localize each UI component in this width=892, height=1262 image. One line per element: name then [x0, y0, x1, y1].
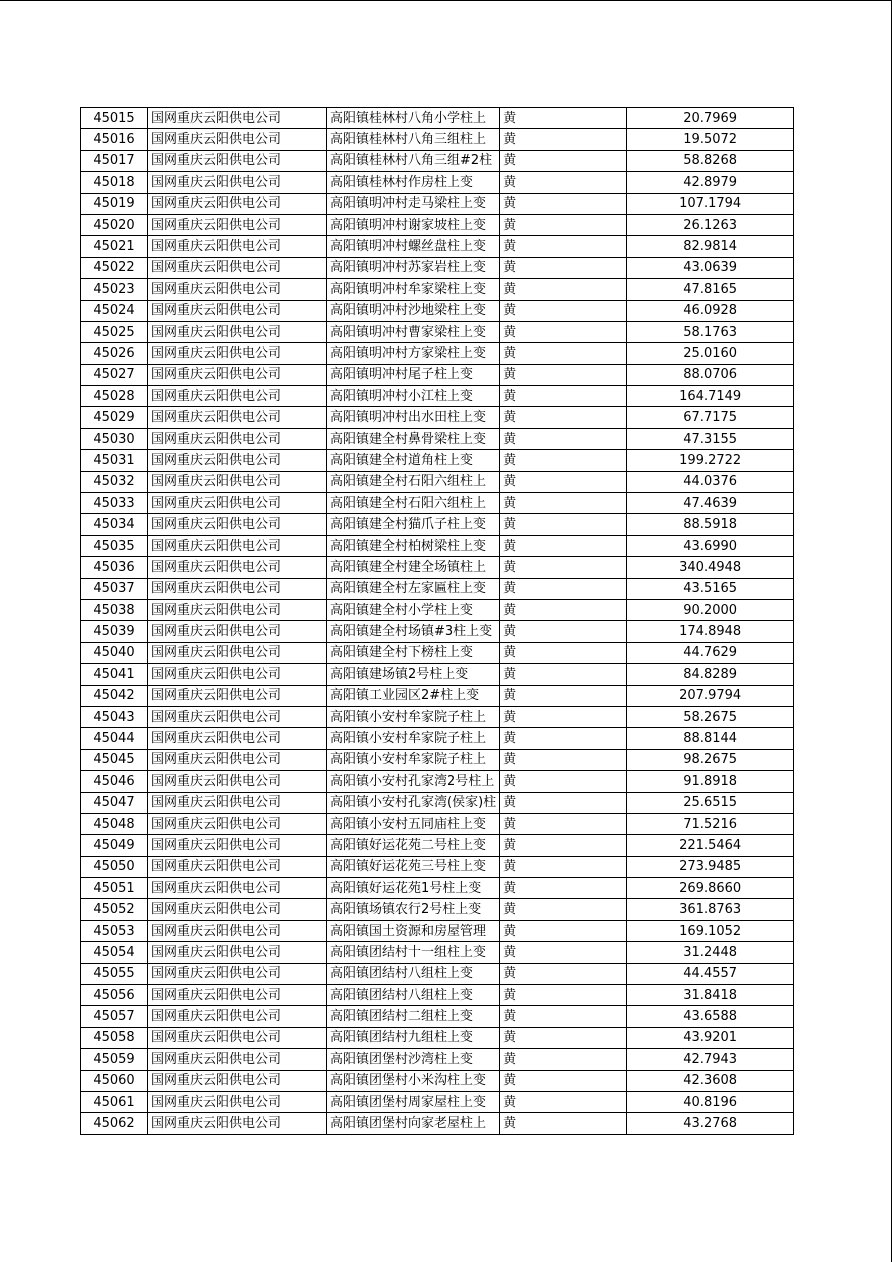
- table-row: [81, 1091, 794, 1112]
- table-row: [81, 899, 794, 920]
- station-name-cell: 高阳镇建全村柏树梁柱上变: [327, 535, 500, 556]
- row-id-cell: 45062: [81, 1113, 148, 1134]
- station-name-cell: 高阳镇建全村左家匾柱上变: [327, 578, 500, 599]
- table-row: [81, 428, 794, 449]
- station-name-cell: 高阳镇团结村九组柱上变: [327, 1027, 500, 1048]
- company-cell: 国网重庆云阳供电公司: [148, 193, 327, 214]
- table-row: [81, 985, 794, 1006]
- table-row: [81, 792, 794, 813]
- company-cell: 国网重庆云阳供电公司: [148, 1049, 327, 1070]
- station-name-cell: 高阳镇桂林村作房柱上变: [327, 172, 500, 193]
- table-row: [81, 749, 794, 770]
- table-row: [81, 642, 794, 663]
- color-cell: 黄: [500, 514, 627, 535]
- value-cell: 88.0706: [627, 364, 794, 385]
- table-row: [81, 1049, 794, 1070]
- station-name-cell: 高阳镇明冲村沙地梁柱上变: [327, 300, 500, 321]
- company-cell: 国网重庆云阳供电公司: [148, 364, 327, 385]
- company-cell: 国网重庆云阳供电公司: [148, 450, 327, 471]
- color-cell: 黄: [500, 364, 627, 385]
- row-id-cell: 45043: [81, 706, 148, 727]
- company-cell: 国网重庆云阳供电公司: [148, 985, 327, 1006]
- station-name-cell: 高阳镇明冲村方家梁柱上变: [327, 343, 500, 364]
- color-cell: 黄: [500, 1070, 627, 1091]
- value-cell: 174.8948: [627, 621, 794, 642]
- value-cell: 58.1763: [627, 321, 794, 342]
- station-name-cell: 高阳镇明冲村曹家梁柱上变: [327, 321, 500, 342]
- row-id-cell: 45019: [81, 193, 148, 214]
- company-cell: 国网重庆云阳供电公司: [148, 150, 327, 171]
- color-cell: 黄: [500, 963, 627, 984]
- value-cell: 25.0160: [627, 343, 794, 364]
- color-cell: 黄: [500, 920, 627, 941]
- company-cell: 国网重庆云阳供电公司: [148, 599, 327, 620]
- value-cell: 44.7629: [627, 642, 794, 663]
- value-cell: 43.9201: [627, 1027, 794, 1048]
- company-cell: 国网重庆云阳供电公司: [148, 706, 327, 727]
- table-row: [81, 557, 794, 578]
- row-id-cell: 45056: [81, 985, 148, 1006]
- station-name-cell: 高阳镇团堡村周家屋柱上变: [327, 1091, 500, 1112]
- table-row: [81, 514, 794, 535]
- value-cell: 199.2722: [627, 450, 794, 471]
- color-cell: 黄: [500, 942, 627, 963]
- station-name-cell: 高阳镇国土资源和房屋管理: [327, 920, 500, 941]
- row-id-cell: 45041: [81, 664, 148, 685]
- table-row: [81, 963, 794, 984]
- company-cell: 国网重庆云阳供电公司: [148, 108, 327, 129]
- company-cell: 国网重庆云阳供电公司: [148, 578, 327, 599]
- value-cell: 44.4557: [627, 963, 794, 984]
- company-cell: 国网重庆云阳供电公司: [148, 835, 327, 856]
- color-cell: 黄: [500, 899, 627, 920]
- station-name-cell: 高阳镇桂林村八角小学柱上: [327, 108, 500, 129]
- station-name-cell: 高阳镇明冲村出水田柱上变: [327, 407, 500, 428]
- station-name-cell: 高阳镇桂林村八角三组#2柱: [327, 150, 500, 171]
- station-name-cell: 高阳镇团结村八组柱上变: [327, 963, 500, 984]
- row-id-cell: 45058: [81, 1027, 148, 1048]
- color-cell: 黄: [500, 428, 627, 449]
- station-name-cell: 高阳镇建全村小学柱上变: [327, 599, 500, 620]
- row-id-cell: 45031: [81, 450, 148, 471]
- table-row: [81, 129, 794, 150]
- company-cell: 国网重庆云阳供电公司: [148, 386, 327, 407]
- color-cell: 黄: [500, 193, 627, 214]
- row-id-cell: 45015: [81, 108, 148, 129]
- company-cell: 国网重庆云阳供电公司: [148, 685, 327, 706]
- table-row: [81, 172, 794, 193]
- company-cell: 国网重庆云阳供电公司: [148, 1027, 327, 1048]
- color-cell: 黄: [500, 214, 627, 235]
- color-cell: 黄: [500, 321, 627, 342]
- station-name-cell: 高阳镇小安村孔家湾(侯家)柱: [327, 792, 500, 813]
- row-id-cell: 45049: [81, 835, 148, 856]
- value-cell: 40.8196: [627, 1091, 794, 1112]
- row-id-cell: 45024: [81, 300, 148, 321]
- table-row: [81, 578, 794, 599]
- row-id-cell: 45039: [81, 621, 148, 642]
- color-cell: 黄: [500, 172, 627, 193]
- station-name-cell: 高阳镇建全村建全场镇柱上: [327, 557, 500, 578]
- company-cell: 国网重庆云阳供电公司: [148, 557, 327, 578]
- row-id-cell: 45054: [81, 942, 148, 963]
- company-cell: 国网重庆云阳供电公司: [148, 942, 327, 963]
- station-name-cell: 高阳镇小安村牟家院子柱上: [327, 728, 500, 749]
- station-name-cell: 高阳镇小安村牟家院子柱上: [327, 706, 500, 727]
- color-cell: 黄: [500, 706, 627, 727]
- station-name-cell: 高阳镇团堡村向家老屋柱上: [327, 1113, 500, 1134]
- table-row: [81, 664, 794, 685]
- value-cell: 221.5464: [627, 835, 794, 856]
- value-cell: 84.8289: [627, 664, 794, 685]
- row-id-cell: 45034: [81, 514, 148, 535]
- station-name-cell: 高阳镇明冲村走马梁柱上变: [327, 193, 500, 214]
- color-cell: 黄: [500, 407, 627, 428]
- value-cell: 25.6515: [627, 792, 794, 813]
- row-id-cell: 45029: [81, 407, 148, 428]
- station-name-cell: 高阳镇好运花苑1号柱上变: [327, 878, 500, 899]
- company-cell: 国网重庆云阳供电公司: [148, 728, 327, 749]
- row-id-cell: 45050: [81, 856, 148, 877]
- company-cell: 国网重庆云阳供电公司: [148, 621, 327, 642]
- color-cell: 黄: [500, 257, 627, 278]
- color-cell: 黄: [500, 150, 627, 171]
- company-cell: 国网重庆云阳供电公司: [148, 535, 327, 556]
- row-id-cell: 45037: [81, 578, 148, 599]
- color-cell: 黄: [500, 129, 627, 150]
- color-cell: 黄: [500, 578, 627, 599]
- company-cell: 国网重庆云阳供电公司: [148, 963, 327, 984]
- value-cell: 43.5165: [627, 578, 794, 599]
- row-id-cell: 45021: [81, 236, 148, 257]
- value-cell: 43.0639: [627, 257, 794, 278]
- table-row: [81, 407, 794, 428]
- station-name-cell: 高阳镇明冲村牟家梁柱上变: [327, 279, 500, 300]
- color-cell: 黄: [500, 386, 627, 407]
- value-cell: 107.1794: [627, 193, 794, 214]
- company-cell: 国网重庆云阳供电公司: [148, 129, 327, 150]
- color-cell: 黄: [500, 1027, 627, 1048]
- row-id-cell: 45061: [81, 1091, 148, 1112]
- station-name-cell: 高阳镇团结村二组柱上变: [327, 1006, 500, 1027]
- row-id-cell: 45055: [81, 963, 148, 984]
- color-cell: 黄: [500, 1113, 627, 1134]
- color-cell: 黄: [500, 621, 627, 642]
- station-name-cell: 高阳镇明冲村谢家坡柱上变: [327, 214, 500, 235]
- station-name-cell: 高阳镇明冲村苏家岩柱上变: [327, 257, 500, 278]
- value-cell: 44.0376: [627, 471, 794, 492]
- color-cell: 黄: [500, 471, 627, 492]
- station-name-cell: 高阳镇团结村十一组柱上变: [327, 942, 500, 963]
- table-row: [81, 706, 794, 727]
- row-id-cell: 45044: [81, 728, 148, 749]
- value-cell: 42.8979: [627, 172, 794, 193]
- company-cell: 国网重庆云阳供电公司: [148, 300, 327, 321]
- table-row: [81, 257, 794, 278]
- value-cell: 20.7969: [627, 108, 794, 129]
- row-id-cell: 45048: [81, 813, 148, 834]
- company-cell: 国网重庆云阳供电公司: [148, 856, 327, 877]
- value-cell: 42.7943: [627, 1049, 794, 1070]
- color-cell: 黄: [500, 792, 627, 813]
- table-row: [81, 1027, 794, 1048]
- row-id-cell: 45023: [81, 279, 148, 300]
- row-id-cell: 45026: [81, 343, 148, 364]
- company-cell: 国网重庆云阳供电公司: [148, 749, 327, 770]
- color-cell: 黄: [500, 835, 627, 856]
- row-id-cell: 45057: [81, 1006, 148, 1027]
- row-id-cell: 45038: [81, 599, 148, 620]
- company-cell: 国网重庆云阳供电公司: [148, 471, 327, 492]
- station-name-cell: 高阳镇小安村牟家院子柱上: [327, 749, 500, 770]
- value-cell: 43.2768: [627, 1113, 794, 1134]
- value-cell: 67.7175: [627, 407, 794, 428]
- row-id-cell: 45059: [81, 1049, 148, 1070]
- company-cell: 国网重庆云阳供电公司: [148, 1006, 327, 1027]
- station-name-cell: 高阳镇明冲村尾子柱上变: [327, 364, 500, 385]
- row-id-cell: 45047: [81, 792, 148, 813]
- table-row: [81, 279, 794, 300]
- company-cell: 国网重庆云阳供电公司: [148, 493, 327, 514]
- color-cell: 黄: [500, 685, 627, 706]
- value-cell: 269.8660: [627, 878, 794, 899]
- company-cell: 国网重庆云阳供电公司: [148, 664, 327, 685]
- color-cell: 黄: [500, 535, 627, 556]
- color-cell: 黄: [500, 557, 627, 578]
- company-cell: 国网重庆云阳供电公司: [148, 1113, 327, 1134]
- station-name-cell: 高阳镇团堡村沙湾柱上变: [327, 1049, 500, 1070]
- table-row: [81, 471, 794, 492]
- value-cell: 47.8165: [627, 279, 794, 300]
- station-name-cell: 高阳镇好运花苑二号柱上变: [327, 835, 500, 856]
- row-id-cell: 45040: [81, 642, 148, 663]
- station-name-cell: 高阳镇建场镇2号柱上变: [327, 664, 500, 685]
- value-cell: 88.5918: [627, 514, 794, 535]
- company-cell: 国网重庆云阳供电公司: [148, 343, 327, 364]
- row-id-cell: 45035: [81, 535, 148, 556]
- company-cell: 国网重庆云阳供电公司: [148, 321, 327, 342]
- table-row: [81, 1006, 794, 1027]
- color-cell: 黄: [500, 985, 627, 1006]
- table-row: [81, 685, 794, 706]
- row-id-cell: 45028: [81, 386, 148, 407]
- value-cell: 47.3155: [627, 428, 794, 449]
- row-id-cell: 45042: [81, 685, 148, 706]
- color-cell: 黄: [500, 450, 627, 471]
- value-cell: 340.4948: [627, 557, 794, 578]
- station-name-cell: 高阳镇工业园区2#柱上变: [327, 685, 500, 706]
- station-name-cell: 高阳镇明冲村螺丝盘柱上变: [327, 236, 500, 257]
- color-cell: 黄: [500, 728, 627, 749]
- table-row: [81, 535, 794, 556]
- table-row: [81, 493, 794, 514]
- company-cell: 国网重庆云阳供电公司: [148, 813, 327, 834]
- value-cell: 207.9794: [627, 685, 794, 706]
- row-id-cell: 45052: [81, 899, 148, 920]
- row-id-cell: 45036: [81, 557, 148, 578]
- company-cell: 国网重庆云阳供电公司: [148, 1091, 327, 1112]
- value-cell: 82.9814: [627, 236, 794, 257]
- table-row: [81, 343, 794, 364]
- row-id-cell: 45017: [81, 150, 148, 171]
- table-body: [81, 108, 794, 1135]
- company-cell: 国网重庆云阳供电公司: [148, 257, 327, 278]
- row-id-cell: 45060: [81, 1070, 148, 1091]
- color-cell: 黄: [500, 279, 627, 300]
- company-cell: 国网重庆云阳供电公司: [148, 792, 327, 813]
- table-row: [81, 920, 794, 941]
- color-cell: 黄: [500, 343, 627, 364]
- table-row: [81, 450, 794, 471]
- value-cell: 169.1052: [627, 920, 794, 941]
- table-row: [81, 108, 794, 129]
- company-cell: 国网重庆云阳供电公司: [148, 428, 327, 449]
- value-cell: 58.8268: [627, 150, 794, 171]
- table-row: [81, 728, 794, 749]
- station-name-cell: 高阳镇桂林村八角三组柱上: [327, 129, 500, 150]
- row-id-cell: 45016: [81, 129, 148, 150]
- row-id-cell: 45053: [81, 920, 148, 941]
- value-cell: 361.8763: [627, 899, 794, 920]
- company-cell: 国网重庆云阳供电公司: [148, 407, 327, 428]
- color-cell: 黄: [500, 1006, 627, 1027]
- row-id-cell: 45027: [81, 364, 148, 385]
- company-cell: 国网重庆云阳供电公司: [148, 214, 327, 235]
- station-name-cell: 高阳镇建全村下榜柱上变: [327, 642, 500, 663]
- table-row: [81, 300, 794, 321]
- row-id-cell: 45045: [81, 749, 148, 770]
- value-cell: 31.8418: [627, 985, 794, 1006]
- company-cell: 国网重庆云阳供电公司: [148, 1070, 327, 1091]
- company-cell: 国网重庆云阳供电公司: [148, 236, 327, 257]
- row-id-cell: 45025: [81, 321, 148, 342]
- color-cell: 黄: [500, 749, 627, 770]
- table-row: [81, 321, 794, 342]
- row-id-cell: 45020: [81, 214, 148, 235]
- row-id-cell: 45018: [81, 172, 148, 193]
- table-row: [81, 236, 794, 257]
- page-top-border: [0, 0, 892, 1]
- color-cell: 黄: [500, 664, 627, 685]
- station-name-cell: 高阳镇建全村场镇#3柱上变: [327, 621, 500, 642]
- table-row: [81, 621, 794, 642]
- value-cell: 42.3608: [627, 1070, 794, 1091]
- color-cell: 黄: [500, 236, 627, 257]
- color-cell: 黄: [500, 771, 627, 792]
- color-cell: 黄: [500, 108, 627, 129]
- station-name-cell: 高阳镇小安村五同庙柱上变: [327, 813, 500, 834]
- company-cell: 国网重庆云阳供电公司: [148, 279, 327, 300]
- table-row: [81, 813, 794, 834]
- station-name-cell: 高阳镇建全村猫爪子柱上变: [327, 514, 500, 535]
- company-cell: 国网重庆云阳供电公司: [148, 172, 327, 193]
- station-name-cell: 高阳镇好运花苑三号柱上变: [327, 856, 500, 877]
- table-row: [81, 150, 794, 171]
- color-cell: 黄: [500, 493, 627, 514]
- station-name-cell: 高阳镇团结村八组柱上变: [327, 985, 500, 1006]
- value-cell: 58.2675: [627, 706, 794, 727]
- company-cell: 国网重庆云阳供电公司: [148, 899, 327, 920]
- color-cell: 黄: [500, 599, 627, 620]
- table-row: [81, 1070, 794, 1091]
- value-cell: 26.1263: [627, 214, 794, 235]
- table-row: [81, 1113, 794, 1134]
- station-name-cell: 高阳镇建全村石阳六组柱上: [327, 471, 500, 492]
- table-row: [81, 878, 794, 899]
- value-cell: 71.5216: [627, 813, 794, 834]
- value-cell: 91.8918: [627, 771, 794, 792]
- station-name-cell: 高阳镇建全村道角柱上变: [327, 450, 500, 471]
- color-cell: 黄: [500, 1049, 627, 1070]
- company-cell: 国网重庆云阳供电公司: [148, 878, 327, 899]
- color-cell: 黄: [500, 856, 627, 877]
- table-row: [81, 214, 794, 235]
- table-row: [81, 193, 794, 214]
- station-name-cell: 高阳镇明冲村小江柱上变: [327, 386, 500, 407]
- station-name-cell: 高阳镇团堡村小米沟柱上变: [327, 1070, 500, 1091]
- station-name-cell: 高阳镇场镇农行2号柱上变: [327, 899, 500, 920]
- table-row: [81, 364, 794, 385]
- data-table: [80, 107, 794, 1135]
- station-name-cell: 高阳镇小安村孔家湾2号柱上: [327, 771, 500, 792]
- table-row: [81, 835, 794, 856]
- value-cell: 31.2448: [627, 942, 794, 963]
- color-cell: 黄: [500, 878, 627, 899]
- value-cell: 47.4639: [627, 493, 794, 514]
- value-cell: 43.6990: [627, 535, 794, 556]
- table-row: [81, 771, 794, 792]
- value-cell: 273.9485: [627, 856, 794, 877]
- row-id-cell: 45030: [81, 428, 148, 449]
- row-id-cell: 45051: [81, 878, 148, 899]
- row-id-cell: 45046: [81, 771, 148, 792]
- value-cell: 164.7149: [627, 386, 794, 407]
- company-cell: 国网重庆云阳供电公司: [148, 920, 327, 941]
- row-id-cell: 45032: [81, 471, 148, 492]
- color-cell: 黄: [500, 300, 627, 321]
- company-cell: 国网重庆云阳供电公司: [148, 642, 327, 663]
- value-cell: 43.6588: [627, 1006, 794, 1027]
- station-name-cell: 高阳镇建全村鼻骨梁柱上变: [327, 428, 500, 449]
- value-cell: 98.2675: [627, 749, 794, 770]
- color-cell: 黄: [500, 1091, 627, 1112]
- station-name-cell: 高阳镇建全村石阳六组柱上: [327, 493, 500, 514]
- color-cell: 黄: [500, 642, 627, 663]
- color-cell: 黄: [500, 813, 627, 834]
- table-row: [81, 856, 794, 877]
- value-cell: 46.0928: [627, 300, 794, 321]
- company-cell: 国网重庆云阳供电公司: [148, 771, 327, 792]
- row-id-cell: 45022: [81, 257, 148, 278]
- table-row: [81, 386, 794, 407]
- table-row: [81, 599, 794, 620]
- table-row: [81, 942, 794, 963]
- value-cell: 90.2000: [627, 599, 794, 620]
- value-cell: 88.8144: [627, 728, 794, 749]
- company-cell: 国网重庆云阳供电公司: [148, 514, 327, 535]
- value-cell: 19.5072: [627, 129, 794, 150]
- row-id-cell: 45033: [81, 493, 148, 514]
